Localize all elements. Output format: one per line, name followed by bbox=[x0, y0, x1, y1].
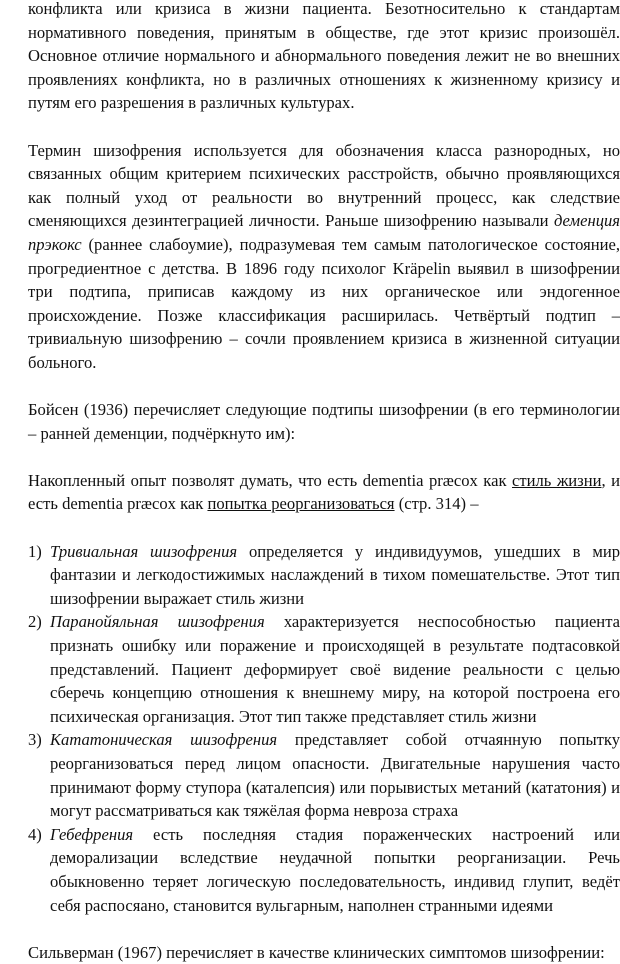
italic-term: деменция прэкокс bbox=[28, 211, 620, 254]
paragraph-gap bbox=[28, 516, 620, 540]
list-item bbox=[28, 728, 620, 822]
paragraph-boysen: Бойсен (1936) перечисляет следующие подтипы шизофрении (в его терминологии – ранней деменции, подчёркнуто им): bbox=[28, 400, 620, 443]
list-number: 3) bbox=[28, 730, 42, 750]
list-number: 4) bbox=[28, 824, 42, 844]
paragraph-silverman: Сильверман (1967) перечисляет в качестве клинических симптомов шизофрении: bbox=[28, 942, 605, 962]
underlined-phrase: стиль жизни bbox=[512, 470, 602, 490]
list-number: 1) bbox=[28, 541, 42, 561]
paragraph-gap bbox=[28, 375, 620, 399]
paragraph-gap bbox=[28, 917, 620, 941]
text-run: (стр. 314) – bbox=[394, 494, 479, 514]
document-page bbox=[28, 0, 620, 964]
text-run: , и есть dementia præcox как bbox=[28, 470, 620, 514]
list-item bbox=[28, 823, 620, 917]
list-item-text: представляет собой отчаянную попытку реорганизоваться перед лицом опасности. Двигательные нарушения часто принимают форму ступора (каталепсия) или порывистых метаний (кататония) и могут рассматриваться как тяжёлая форма невроза страха bbox=[50, 730, 620, 821]
paragraph-crisis: конфликта или кризиса в жизни пациента. Безотносительно к стандартам нормативного поведения, принятым в обществе, где этот кризис произошёл. Основное отличие нормального и абнормального поведения лежит не во внешних проявлениях конфликта, но в различных отношениях к жизненному кризису и путям его разрешения в различных культурах. bbox=[28, 0, 620, 113]
italic-term: Кататоническая шизофрения bbox=[50, 730, 278, 750]
paragraph-gap bbox=[28, 445, 620, 469]
underlined-phrase: попытка реорганизоваться bbox=[207, 494, 395, 514]
list-item-text: есть последняя стадия пораженческих настроений или деморализации вследствие неудачной попытки реорганизации. Речь обыкновенно теряет логическую последовательность, индивид глупит, ведёт себя распосяано, становится вульгарным, наполнен странными идеями bbox=[50, 824, 620, 915]
subtype-list bbox=[28, 540, 620, 918]
list-item-text: определяется у индивидуумов, ушедших в мир фантазии и легкодостижимых наслаждений в тихом помешательстве. Этот тип шизофрении выражает стиль жизни bbox=[50, 541, 620, 608]
list-item bbox=[28, 540, 620, 611]
list-item bbox=[28, 610, 620, 728]
italic-term: Гебефрения bbox=[50, 824, 134, 844]
list-number: 2) bbox=[28, 612, 42, 632]
italic-term: Паранойяльная шизофрения bbox=[50, 612, 265, 632]
paragraph-schizophrenia-definition bbox=[28, 139, 620, 375]
italic-term: Тривиальная шизофрения bbox=[50, 541, 238, 561]
paragraph-quote bbox=[28, 469, 620, 516]
text-run: (раннее слабоумие), подразумевая тем самым патологическое состояние, прогредиентное с детства. В 1896 году психолог Kräpelin выявил в шизофрении три подтипа, приписав каждому из них органическое или эндогенное происхождение. Позже классификация расширилась. Четвёртый подтип – тривиальную шизофрению – сочли проявлением кризиса в жизненной ситуации больного. bbox=[28, 234, 620, 372]
list-item-text: характеризуется неспособностью пациента признать ошибку или поражение и происходящей в результате подтасовкой представлений. Пациент деформирует своё видение реальности с целью сберечь концепцию отношения к внешнему миру, на которой построена его психическая организация. Этот тип также представляет стиль жизни bbox=[50, 612, 620, 726]
text-run: Накопленный опыт позволят думать, что есть dementia præcox как bbox=[28, 470, 513, 490]
paragraph-gap bbox=[28, 115, 620, 139]
text-run: Термин шизофрения используется для обозначения класса разнородных, но связанных общим критерием психических расстройств, обычно проявляющихся как полный уход от реальности во внутренний процесс, как следствие сменяющихся дезинтеграцией личности. Раньше шизофрению называли bbox=[28, 140, 620, 231]
